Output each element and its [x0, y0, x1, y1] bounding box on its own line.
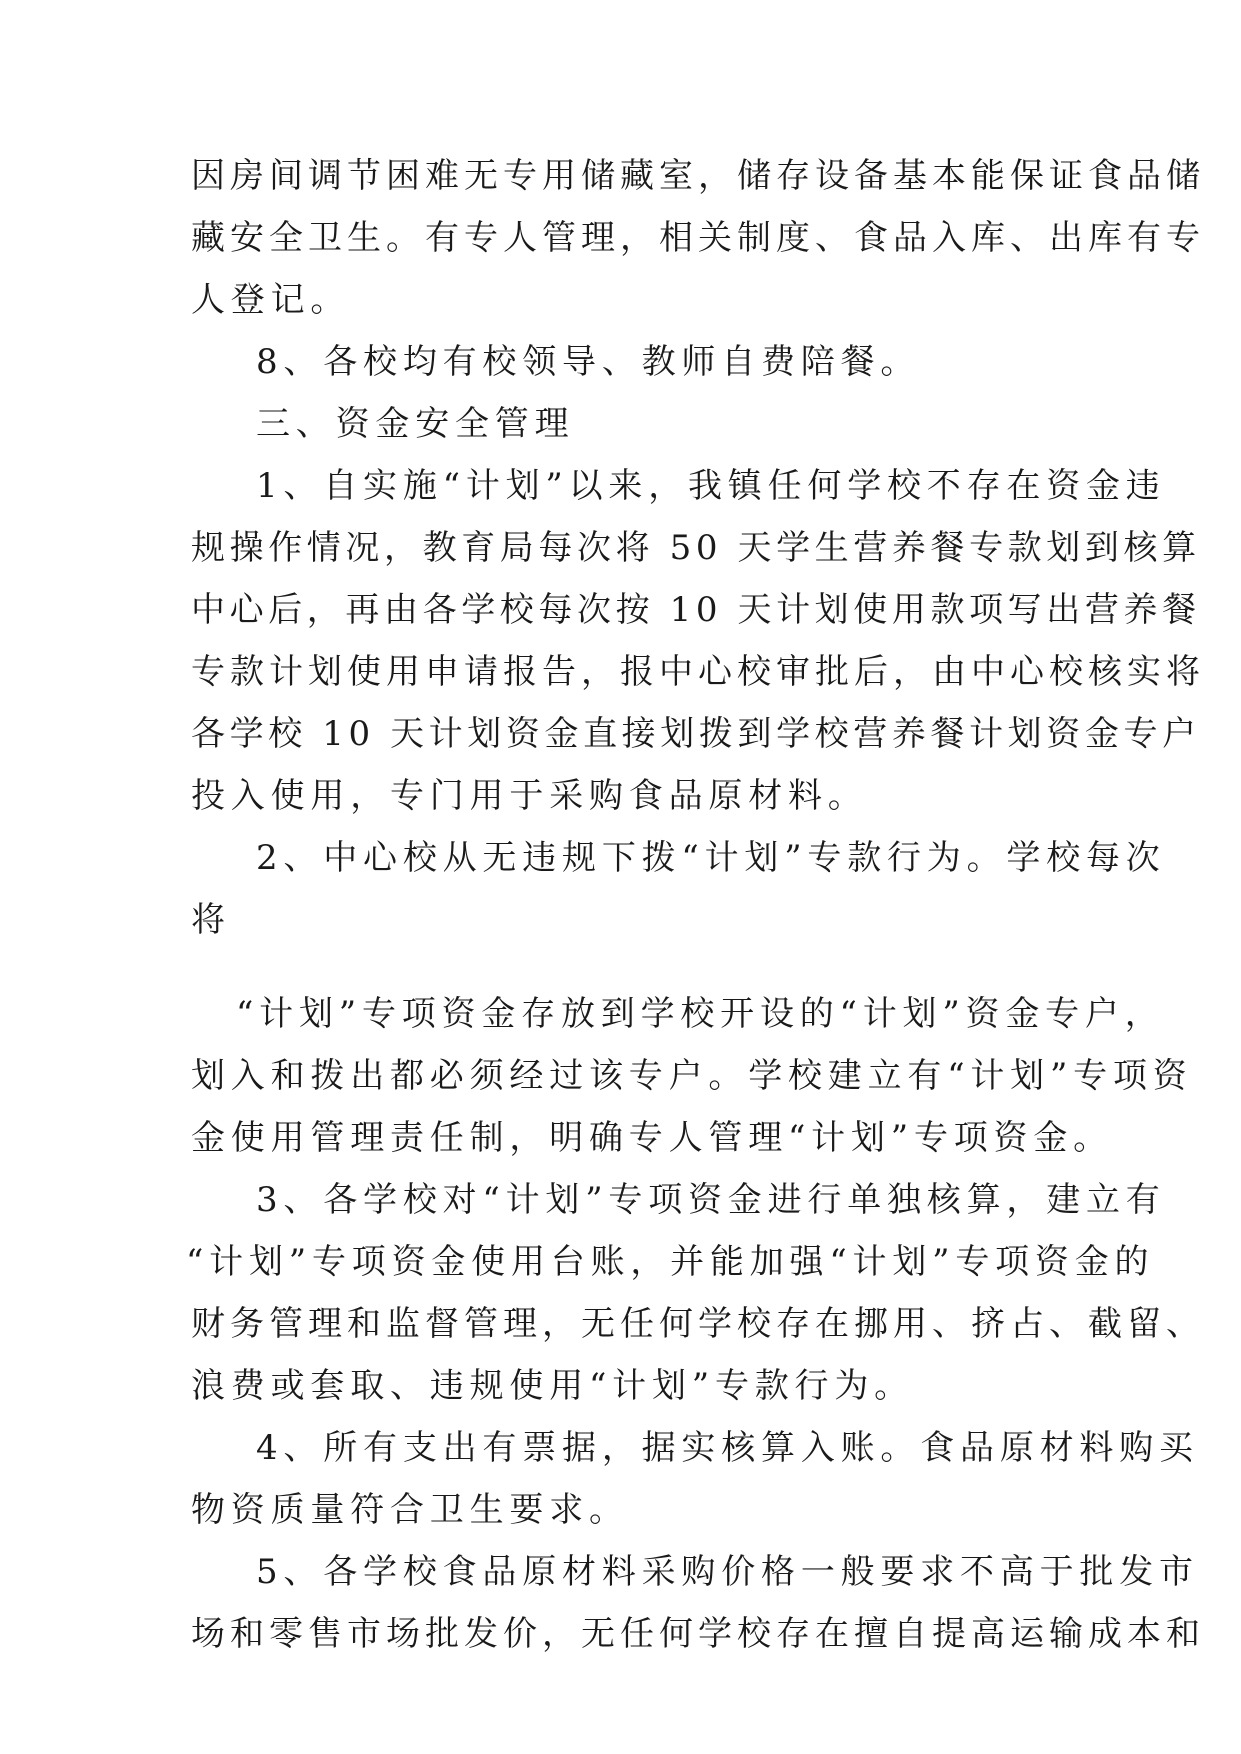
text-line: “计划”专项资金存放到学校开设的“计划”资金专户， — [236, 994, 1165, 1034]
numbered-item: 8、各校均有校领导、教师自费陪餐。 — [256, 342, 921, 382]
text-line: “计划”专项资金使用台账，并能加强“计划”专项资金的 — [186, 1242, 1155, 1282]
text-line: 规操作情况，教育局每次将 50 天学生营养餐专款划到核算 — [191, 528, 1201, 568]
text-line: 藏安全卫生。有专人管理，相关制度、食品入库、出库有专 — [191, 218, 1205, 258]
text-line: 将 — [191, 900, 231, 940]
numbered-item: 5、各学校食品原材料采购价格一般要求不高于批发市 — [256, 1552, 1199, 1592]
numbered-item: 3、各学校对“计划”专项资金进行单独核算，建立有 — [256, 1180, 1166, 1220]
text-line: 因房间调节困难无专用储藏室，储存设备基本能保证食品储 — [191, 156, 1205, 196]
text-line: 财务管理和监督管理，无任何学校存在挪用、挤占、截留、 — [191, 1304, 1205, 1344]
numbered-item: 2、中心校从无违规下拨“计划”专款行为。学校每次 — [256, 838, 1166, 878]
text-line: 浪费或套取、违规使用“计划”专款行为。 — [191, 1366, 914, 1406]
text-line: 金使用管理责任制，明确专人管理“计划”专项资金。 — [191, 1118, 1113, 1158]
text-line: 物资质量符合卫生要求。 — [191, 1490, 629, 1530]
numbered-item: 4、所有支出有票据，据实核算入账。食品原材料购买 — [256, 1428, 1199, 1468]
numbered-item: 1、自实施“计划”以来，我镇任何学校不存在资金违 — [256, 466, 1166, 506]
text-line: 人登记。 — [191, 280, 351, 320]
text-line: 场和零售市场批发价，无任何学校存在擅自提高运输成本和 — [191, 1614, 1205, 1654]
section-heading: 三、资金安全管理 — [256, 404, 575, 444]
text-line: 中心后，再由各学校每次按 10 天计划使用款项写出营养餐 — [191, 590, 1201, 630]
text-line: 划入和拨出都必须经过该专户。学校建立有“计划”专项资 — [191, 1056, 1193, 1096]
text-line: 专款计划使用申请报告，报中心校审批后，由中心校核实将 — [191, 652, 1205, 692]
text-line: 投入使用，专门用于采购食品原材料。 — [191, 776, 868, 816]
text-line: 各学校 10 天计划资金直接划拨到学校营养餐计划资金专户 — [191, 714, 1201, 754]
